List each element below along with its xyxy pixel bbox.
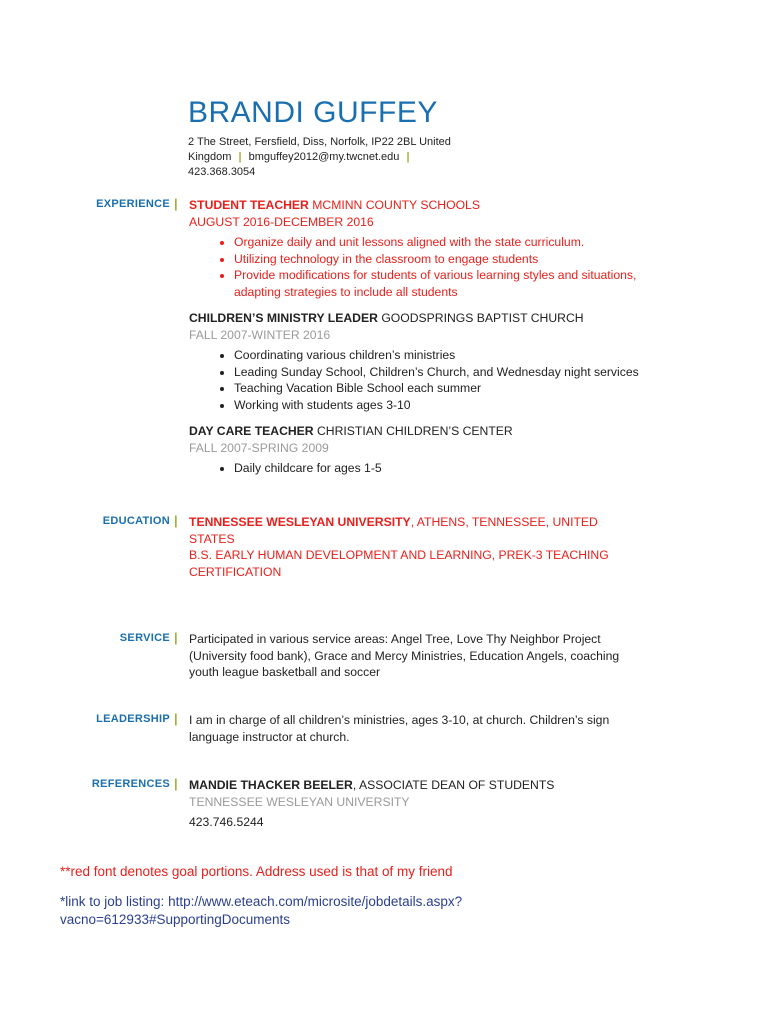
section-label-leadership: LEADERSHIP [96,713,170,725]
address-line2: Kingdom [188,151,232,163]
job-entry [189,423,659,477]
list-item: • Utilizing technology in the classroom to engage students [234,251,659,268]
job-org: GOODSPRINGS BAPTIST CHURCH [381,311,584,325]
job-title: STUDENT TEACHER [189,198,309,212]
job-title: DAY CARE TEACHER [189,424,314,438]
job-heading [189,197,659,214]
job-bullets [189,234,659,300]
list-item: • Teaching Vacation Bible School each summer [234,380,659,397]
section-bar: | [174,196,178,211]
contact-info [188,135,478,180]
section-bar: | [174,776,178,791]
job-link-note [60,893,462,929]
list-item: • Working with students ages 3-10 [234,397,659,414]
reference-heading [189,777,659,794]
red-font-note: **red font denotes goal portions. Address used is that of my friend [60,864,453,879]
job-dates: FALL 2007-WINTER 2016 [189,327,331,342]
reference-institution: TENNESSEE WESLEYAN UNIVERSITY [189,794,410,809]
separator: | [238,151,242,163]
job-heading [189,423,659,440]
school-name: TENNESSEE WESLEYAN UNIVERSITY [189,515,411,529]
list-item: • Coordinating various children’s ministries [234,347,659,364]
job-org: CHRISTIAN CHILDREN’S CENTER [317,424,513,438]
reference-phone: 423.746.5244 [189,815,264,829]
reference-name: MANDIE THACKER BEELER [189,778,353,792]
section-label-education: EDUCATION [102,515,170,527]
section-bar: | [174,630,178,645]
job-bullets [189,347,659,413]
references-body [189,777,659,831]
section-label-service: SERVICE [119,632,170,644]
section-bar: | [174,513,178,528]
education-school-line [189,514,629,547]
section-bar: | [174,711,178,726]
email: bmguffey2012@my.twcnet.edu [248,151,400,163]
job-dates: FALL 2007-SPRING 2009 [189,440,329,455]
separator: | [406,151,410,163]
leadership-text: I am in charge of all children’s ministries, ages 3-10, at church. Children’s sign language instructor at church. [189,713,610,744]
job-entry [189,197,659,300]
service-text: Participated in various service areas: Angel Tree, Love Thy Neighbor Project (University food bank), Grace and Mercy Ministries, Education Angels, coaching youth league basketball and soccer [189,632,620,679]
job-dates: AUGUST 2016-DECEMBER 2016 [189,214,374,229]
job-title: CHILDREN’S MINISTRY LEADER [189,311,378,325]
education-body [189,514,629,580]
job-org: MCMINN COUNTY SCHOOLS [312,198,480,212]
section-label-references: REFERENCES [91,778,170,790]
address-line1: 2 The Street, Fersfield, Diss, Norfolk, IP22 2BL United [188,136,451,148]
job-bullets [189,460,659,477]
list-item: • Daily childcare for ages 1-5 [234,460,659,477]
list-item: • Provide modifications for students of various learning styles and situations, adapting strategies to include all students [234,267,659,300]
link-prefix: *link to job listing: [60,894,169,909]
reference-role: , ASSOCIATE DEAN OF STUDENTS [352,778,555,792]
degree: B.S. EARLY HUMAN DEVELOPMENT AND LEARNING, PREK-3 TEACHING CERTIFICATION [189,548,609,579]
list-item: • Leading Sunday School, Children’s Church, and Wednesday night services [234,364,659,381]
list-item: • Organize daily and unit lessons aligned with the state curriculum. [234,234,659,251]
phone: 423.368.3054 [188,166,256,178]
job-listing-link[interactable]: http://www.eteach.com/microsite/jobdetails.aspx? [168,894,463,909]
experience-body [189,197,659,487]
job-heading [189,310,659,327]
section-label-experience: EXPERIENCE [96,198,170,210]
school-location: , ATHENS, TENNESSEE, UNITED STATES [189,515,598,546]
resume-name: BRANDI GUFFEY [188,96,438,129]
job-listing-link-cont[interactable]: vacno=612933#SupportingDocuments [60,912,291,927]
job-entry [189,310,659,413]
